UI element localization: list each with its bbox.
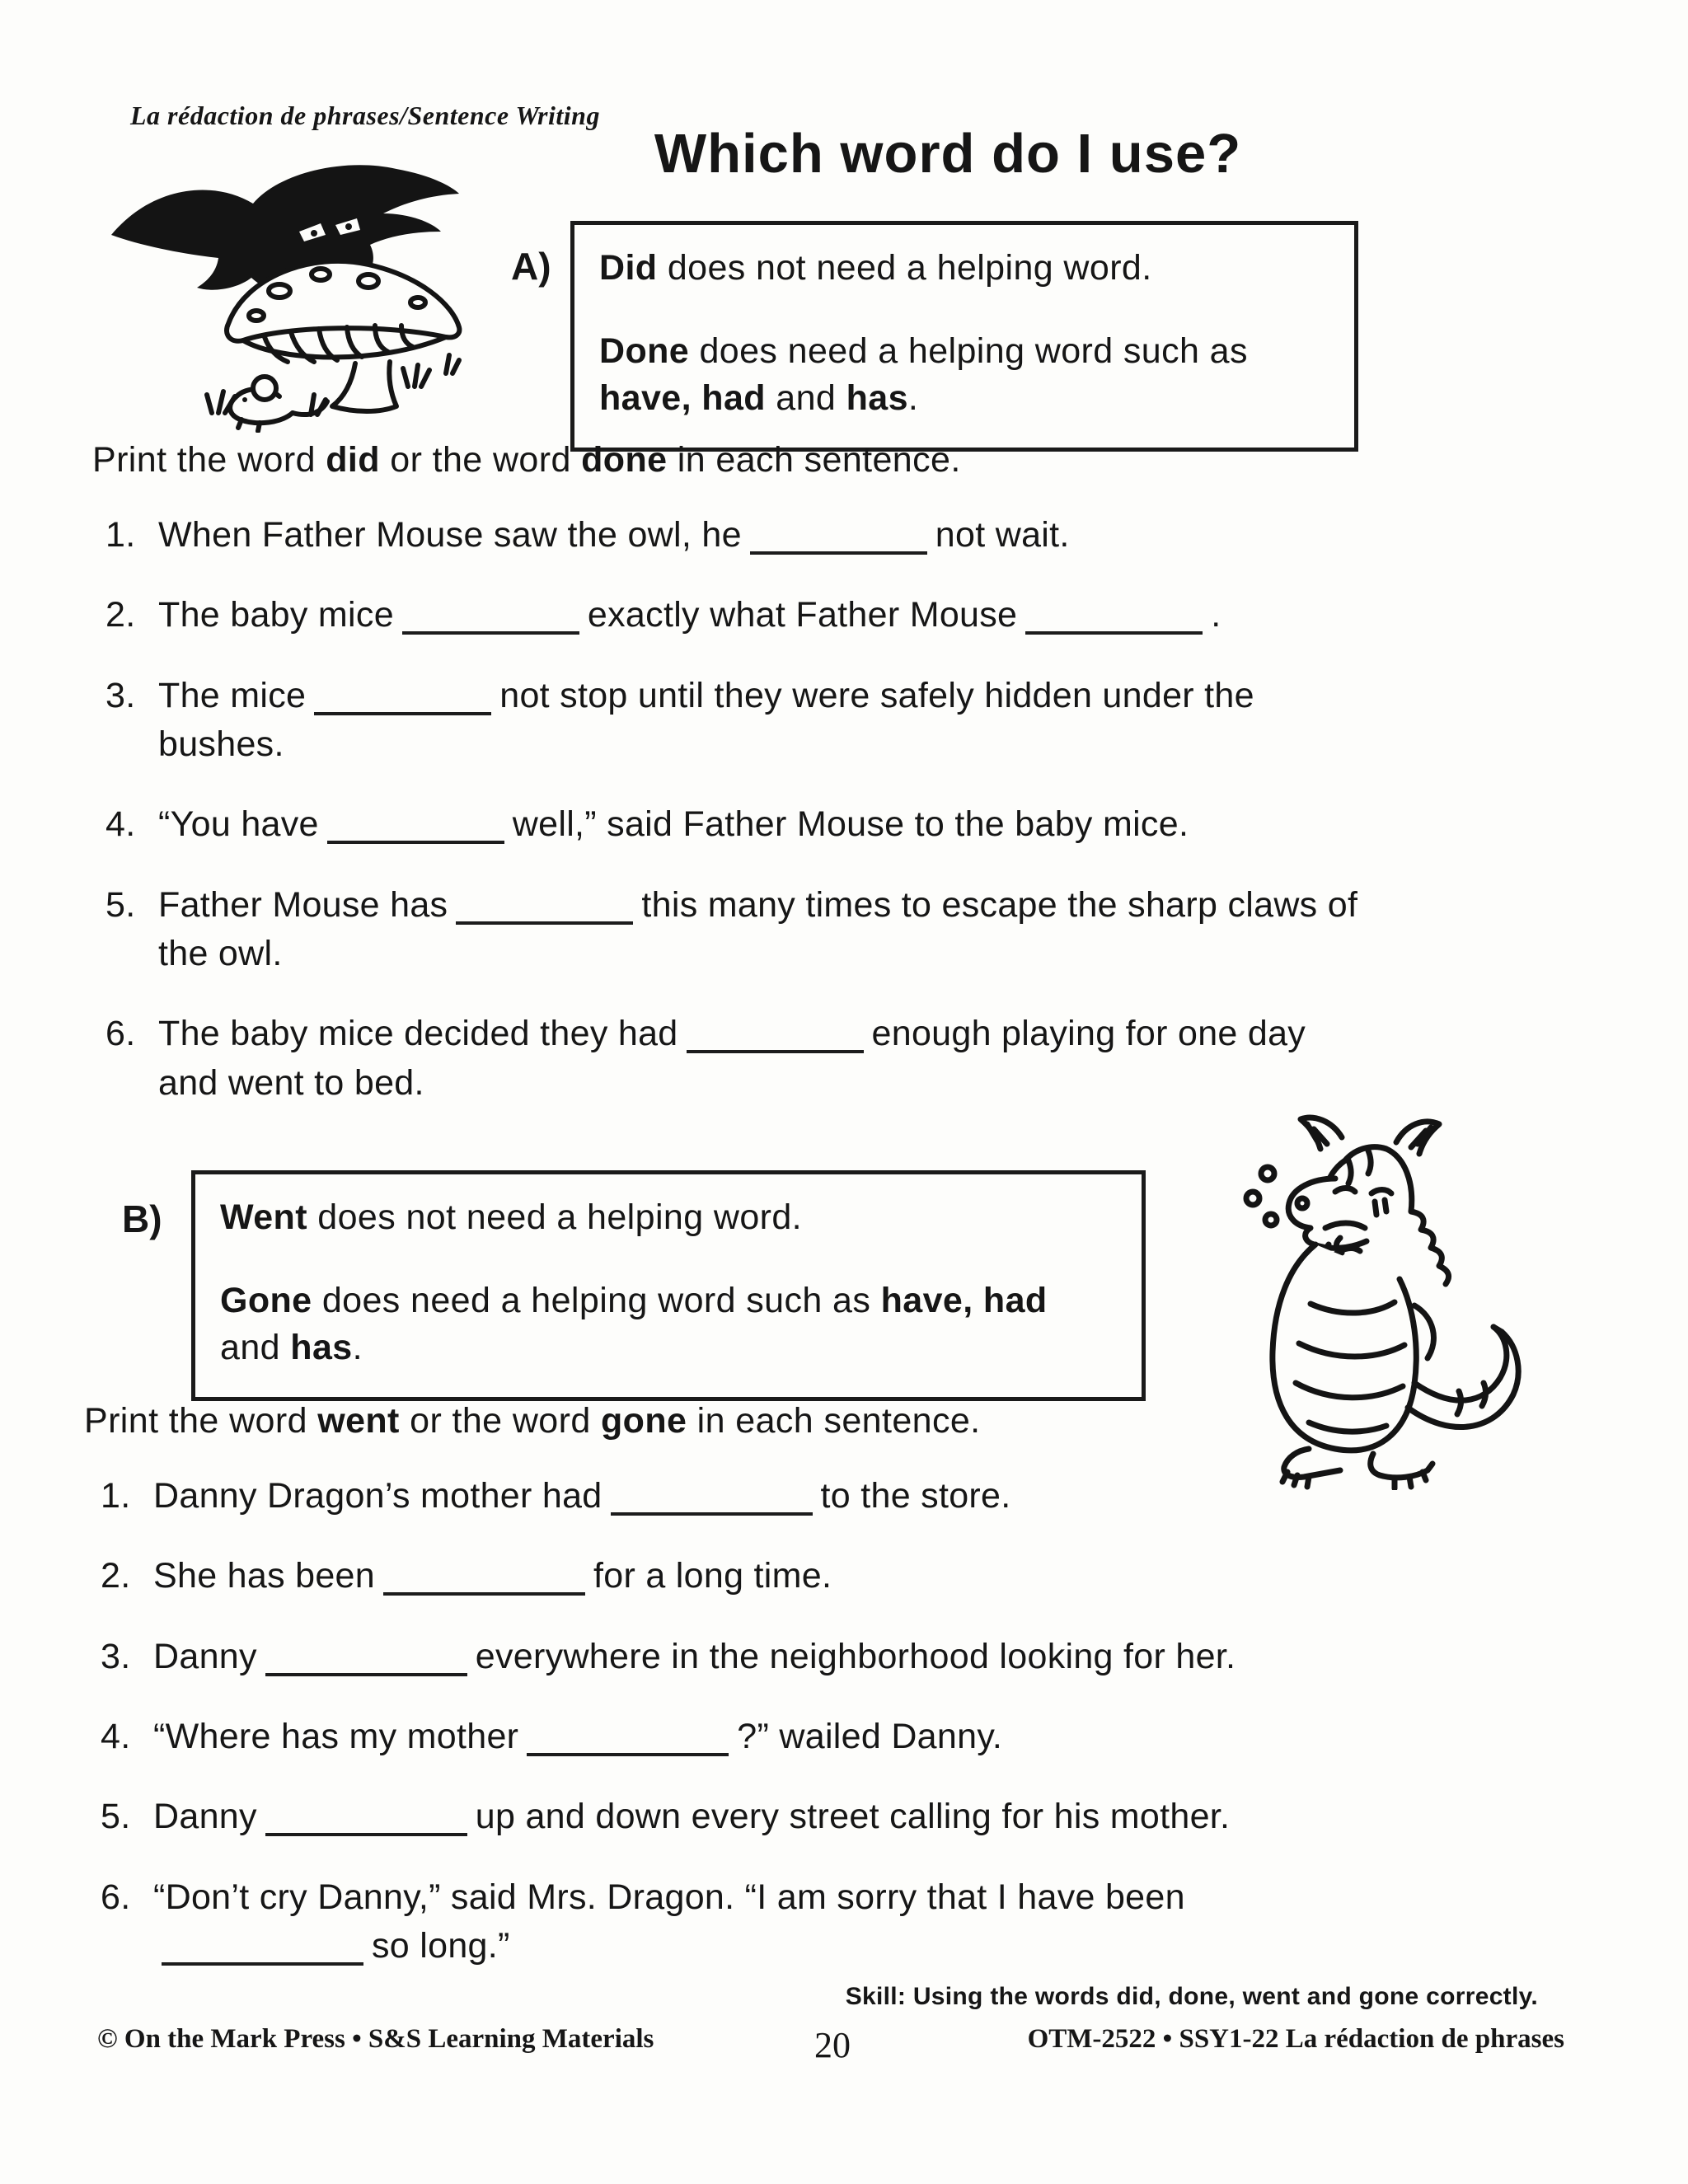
section-a-label: A) <box>511 245 551 288</box>
answer-blank[interactable] <box>314 677 491 715</box>
sentence-text: “Don’t cry Danny,” said Mrs. Dragon. “I am sorry that I have been so long.” <box>153 1877 1185 1966</box>
answer-blank[interactable] <box>162 1928 363 1966</box>
sentence-text: “You have well,” said Father Mouse to the baby mice. <box>158 804 1189 845</box>
item-number: 5. <box>106 884 136 925</box>
answer-blank[interactable] <box>1025 597 1203 635</box>
section-b-instruction: Print the word went or the word gone in each sentence. <box>84 1401 981 1441</box>
answer-blank[interactable] <box>383 1558 585 1596</box>
sentence-item <box>106 1010 1622 1108</box>
item-number: 4. <box>106 804 136 845</box>
section-a-items <box>106 511 1622 1139</box>
answer-blank[interactable] <box>402 597 579 635</box>
page-number: 20 <box>814 2025 851 2065</box>
section-b-items <box>101 1472 1617 2002</box>
sentence-item <box>101 1472 1617 1521</box>
item-number: 6. <box>101 1877 131 1917</box>
sentence-text: Danny everywhere in the neighborhood looking for her. <box>153 1636 1236 1676</box>
answer-blank[interactable] <box>687 1015 864 1053</box>
page-title: Which word do I use? <box>654 123 1242 185</box>
item-number: 1. <box>106 515 136 555</box>
sentence-item <box>106 591 1622 640</box>
answer-blank[interactable] <box>265 1798 467 1836</box>
answer-blank[interactable] <box>456 887 633 925</box>
item-number: 1. <box>101 1476 131 1516</box>
sentence-text: Danny up and down every street calling for his mother. <box>153 1797 1231 1837</box>
sentence-item <box>101 1552 1617 1601</box>
sentence-item <box>101 1633 1617 1681</box>
rule-line: Did does not need a helping word. <box>599 248 1152 288</box>
item-number: 5. <box>101 1797 131 1837</box>
rule-line: Gone does need a helping word such as have, had and has. <box>220 1281 1048 1368</box>
section-b-label: B) <box>122 1197 162 1240</box>
rule-line: Went does not need a helping word. <box>220 1197 803 1237</box>
sentence-item <box>106 511 1622 560</box>
sentence-item <box>106 881 1622 979</box>
answer-blank[interactable] <box>750 517 927 555</box>
sentence-item <box>101 1873 1617 1971</box>
product-code: OTM-2522 • SSY1-22 La rédaction de phrases <box>1027 2024 1564 2054</box>
sentence-text: “Where has my mother ?” wailed Danny. <box>153 1716 1003 1756</box>
owl-mouse-mushroom-illustration <box>103 152 474 433</box>
answer-blank[interactable] <box>265 1638 467 1676</box>
sentence-item <box>106 800 1622 849</box>
sentence-text: Father Mouse has this many times to escape the sharp claws of the owl. <box>158 884 1358 973</box>
section-a-rule-box <box>570 221 1358 452</box>
answer-blank[interactable] <box>611 1478 813 1516</box>
sentence-text: The baby mice decided they had enough playing for one day and went to bed. <box>158 1014 1306 1103</box>
skill-note: Skill: Using the words did, done, went and gone correctly. <box>845 1983 1538 2010</box>
copyright-note: © On the Mark Press • S&S Learning Materials <box>97 2024 654 2054</box>
sentence-item <box>101 1793 1617 1841</box>
sentence-item <box>106 672 1622 770</box>
answer-blank[interactable] <box>527 1718 729 1756</box>
item-number: 3. <box>101 1636 131 1676</box>
strand-header: La rédaction de phrases/Sentence Writing <box>130 101 600 130</box>
item-number: 6. <box>106 1014 136 1054</box>
sentence-text: She has been for a long time. <box>153 1556 832 1596</box>
crying-dragon-illustration <box>1210 1103 1531 1490</box>
sentence-text: When Father Mouse saw the owl, he not wait. <box>158 515 1070 555</box>
section-b-rule-box <box>191 1170 1146 1401</box>
section-a-instruction: Print the word did or the word done in each sentence. <box>92 440 961 480</box>
item-number: 2. <box>101 1556 131 1596</box>
item-number: 4. <box>101 1716 131 1756</box>
item-number: 3. <box>106 675 136 715</box>
item-number: 2. <box>106 595 136 635</box>
sentence-text: Danny Dragon’s mother had to the store. <box>153 1476 1011 1516</box>
sentence-text: The mice not stop until they were safely hidden under the bushes. <box>158 675 1254 764</box>
sentence-text: The baby mice exactly what Father Mouse . <box>158 595 1221 635</box>
rule-line: Done does need a helping word such as have, had and has. <box>599 331 1248 419</box>
answer-blank[interactable] <box>327 806 504 844</box>
sentence-item <box>101 1713 1617 1761</box>
